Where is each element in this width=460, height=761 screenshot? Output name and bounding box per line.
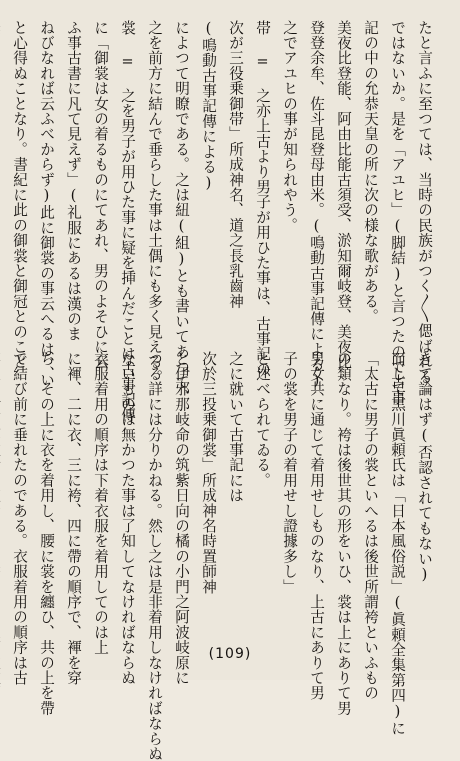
upper-text-column: 記の中の允恭天皇の所に次の様な歌がある。 <box>362 20 379 324</box>
upper-text-column: に「御裳は女の着るものにてあれ、男のよそひに云 <box>92 20 109 370</box>
lower-text-column: つる詳には分りかねる。然し之は是非着用しなければならぬ <box>146 351 163 761</box>
upper-text-column: ねびなれば云ふべからず)此に御裳の事云へるは、い <box>38 20 55 388</box>
upper-text-column: たと言ふに至つては、当時の民族がつく〳〵偲ばれる <box>416 20 433 385</box>
upper-text-column: 帯 = 之亦上古より男子が用ひた事は、古事記の <box>254 20 271 377</box>
lower-text-column: 之に就いて古事記には <box>227 351 244 503</box>
upper-text-column: ふ事古書に凡て見えず」(礼服にあるは漢のま <box>65 20 82 342</box>
lower-text-column: で結び前に垂れたのである。衣服着用の順序は古 <box>11 351 28 686</box>
lower-text-column <box>0 351 6 641</box>
upper-text-column: 登登余牟、佐斗昆登母由米。(鳴動古事記傳による) <box>308 20 325 390</box>
upper-text-column: 裳 = 之を男子が用ひた事に疑を挿んだことは古事記傳 <box>119 20 136 423</box>
upper-text-column: 之を前方に結んで垂らした事は土偶にも多く見える。 <box>146 20 163 385</box>
upper-text-column: 次が三役乗御帯」所成神名、道之長乳齒神 <box>227 20 244 309</box>
lower-text-column: に褌、二に衣、三に袴、四に帶の順序で、褌を穿 <box>65 351 82 686</box>
upper-text-column: 美夜比登能、阿由比能古須受、淤知爾岐登、美夜比 <box>335 20 352 370</box>
lower-text-column: きて論はず(否認されてもない) <box>416 351 433 584</box>
upper-text-column: ではないか。是を「アユヒ」(脚結)と言つたので古事 <box>389 20 406 405</box>
lower-text-column: 「太古に男子の裳といへるは後世所謂袴といふもの <box>362 351 379 701</box>
page-number: (109) <box>208 646 252 662</box>
lower-text-column: 男女共に通じて着用せしものなり、上古にありて男 <box>308 351 325 701</box>
upper-text-column: 之でアユヒの事が知られやう。 <box>281 20 298 233</box>
lower-text-column: 衣服着用の順序は下着衣服を着用してのは上 <box>92 351 109 655</box>
lower-text-column: ち、その上に衣を着用し、腰に裳を纏ひ、共の上を帶 <box>38 351 55 716</box>
lower-text-column: と伊邪那岐命の筑紫日向の橘の小門之阿波岐原に <box>173 351 190 686</box>
lower-text-column: の類なり。袴は後世其の形をいひ、裳は上にありて男 <box>335 351 352 716</box>
upper-text-column: と心得ぬことなり。書紀に此の御裳と御冠とのこと <box>11 20 28 370</box>
lower-text-column: 子の裳を男子の着用せし證據多し」 <box>281 351 298 595</box>
lower-text-column: 次於三投乗御裳」所成神名時置師神 <box>200 351 217 595</box>
lower-text-column: 而して黒川眞頼氏は「日本風俗説」(眞頼全集第四)に <box>389 351 406 736</box>
upper-text-column: によつて明瞭である。之は紐(組)とも書いてあつて、 <box>173 20 190 405</box>
lower-text-column: ないものは無かつた事は了知してなければならぬ <box>119 351 136 686</box>
lower-text-column: と述べられてゐる。 <box>254 351 271 488</box>
upper-text-column: (鳴動古事記傳による) <box>200 20 217 192</box>
